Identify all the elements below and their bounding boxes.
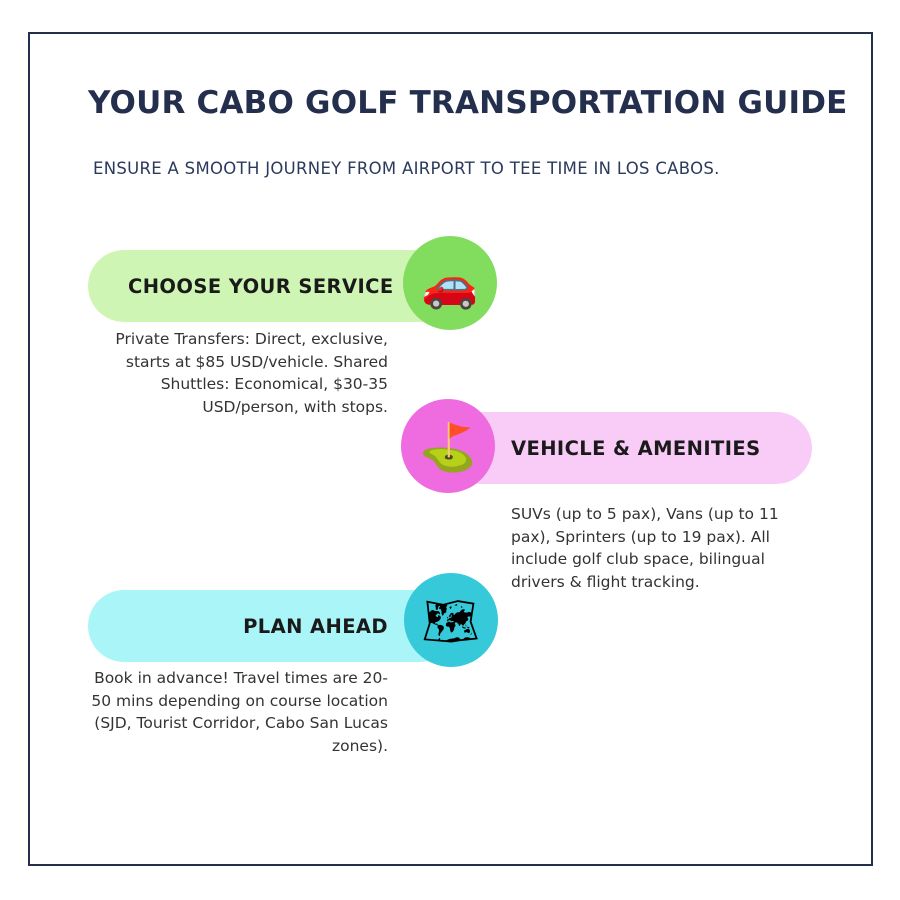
golf-flag-in-hole-icon: ⛳ <box>419 420 477 474</box>
section-heading-vehicle-and-amenities: VEHICLE & AMENITIES <box>511 436 761 460</box>
section-heading-plan-ahead: PLAN AHEAD <box>243 614 388 638</box>
page-subtitle: ENSURE A SMOOTH JOURNEY FROM AIRPORT TO TEE TIME IN LOS CABOS. <box>93 159 720 178</box>
section-badge-choose-your-service <box>403 236 497 330</box>
section-badge-vehicle-and-amenities <box>401 399 495 493</box>
page-title: YOUR CABO GOLF TRANSPORTATION GUIDE <box>88 85 848 121</box>
section-pill-vehicle-and-amenities <box>445 412 812 484</box>
section-body-vehicle-and-amenities: SUVs (up to 5 pax), Vans (up to 11 pax), Sprinters (up to 19 pax). All include golf club space, bilingual drivers & flight tracking. <box>511 505 779 591</box>
world-map-icon: 🗺 <box>421 594 481 648</box>
section-badge-plan-ahead <box>404 573 498 667</box>
section-pill-plan-ahead <box>88 590 456 662</box>
section-heading-choose-your-service: CHOOSE YOUR SERVICE <box>128 274 394 298</box>
red-car-icon: 🚗 <box>421 257 479 311</box>
section-pill-choose-your-service <box>88 250 456 322</box>
section-body-plan-ahead: Book in advance! Travel times are 20-50 mins depending on course location (SJD, Tourist Corridor, Cabo San Lucas zones). <box>91 669 388 755</box>
section-body-choose-your-service: Private Transfers: Direct, exclusive, starts at $85 USD/vehicle. Shared Shuttles: Economical, $30-35 USD/person, with stops. <box>115 330 388 416</box>
